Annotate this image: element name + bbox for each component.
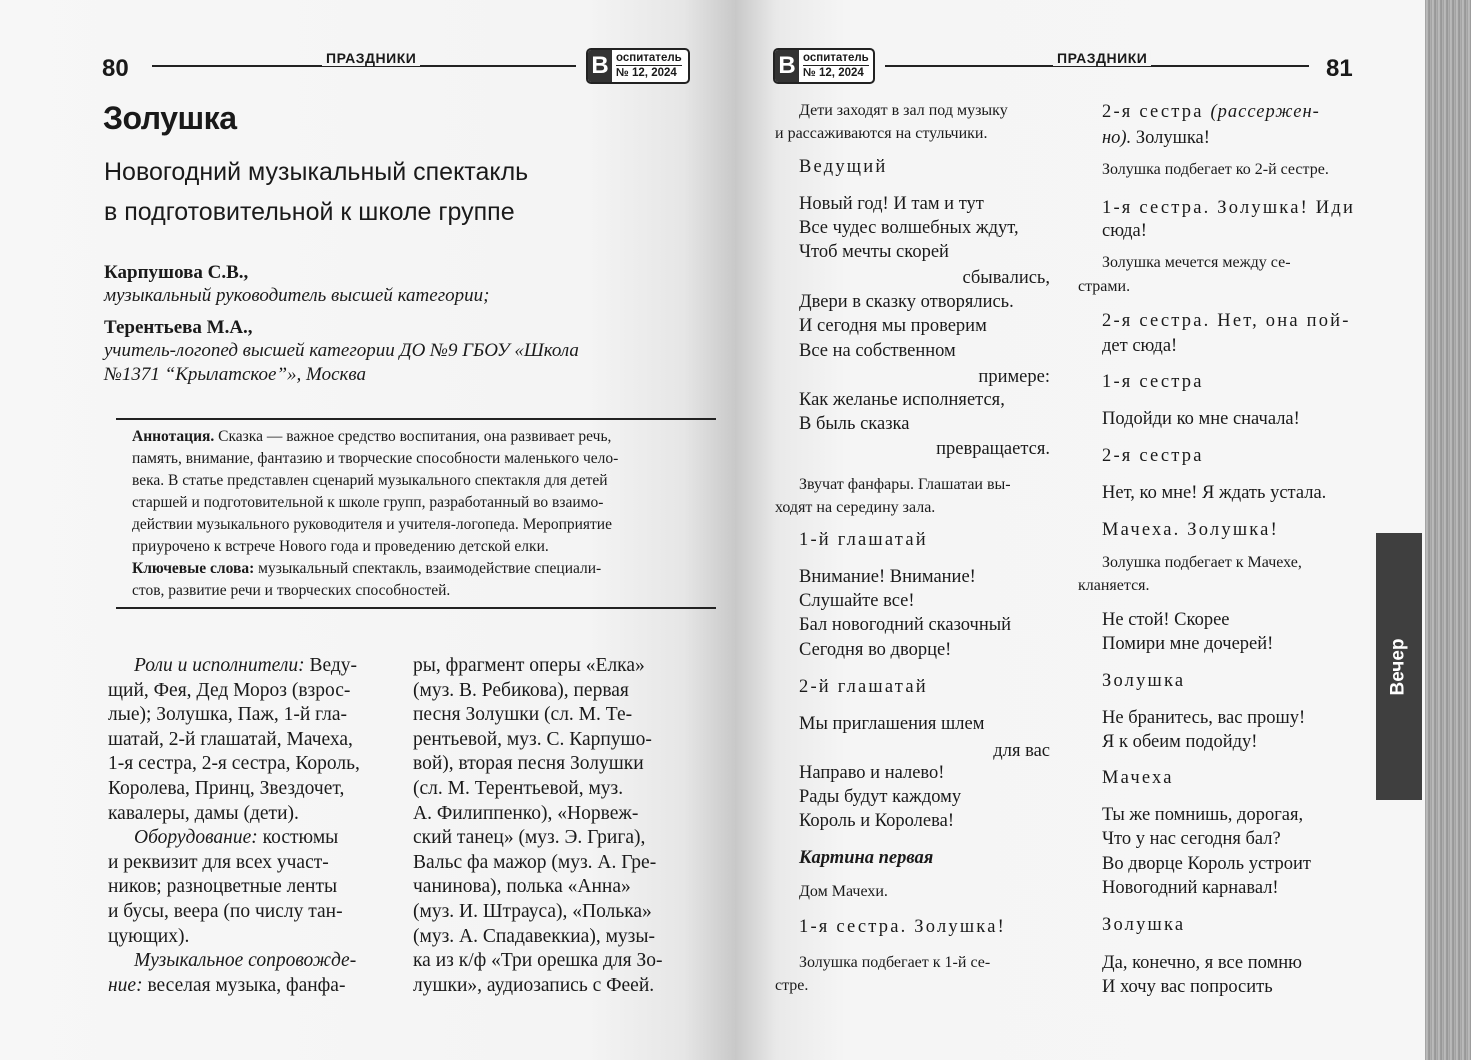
script-line: Внимание! Внимание! [799, 567, 976, 587]
annotation-rule-top [116, 418, 716, 420]
author-role: №1371 “Крылатское”», Москва [104, 364, 367, 385]
page-number-right: 81 [1326, 55, 1353, 82]
author-name: Терентьева М.А., [104, 317, 253, 338]
stage-direction: Золушка подбегает ко 2-й сестре. [1102, 161, 1329, 178]
script-line: Я к обеим подойду! [1102, 732, 1258, 752]
keywords-line: музыкальный спектакль, взаимодействие специали- [254, 560, 602, 577]
stage-direction: Дом Мачехи. [799, 883, 888, 900]
article-title: Золушка [103, 100, 237, 136]
annotation-line: действии музыкального руководителя и учителя-логопеда. Мероприятие [132, 516, 612, 533]
subtitle-line: Новогодний музыкальный спектакль [104, 158, 529, 186]
body-column-1: Роли и исполнители: Веду- щий, Фея, Дед Мороз (взрос- лые); Золушка, Паж, 1-й гла- шатай, 2-й глашатай, Мачеха, 1-я сестра, 2-я сестра, Король, Королева, Принц, Звездочет, кавалеры, дамы (дети). Оборудование: костюмы и реквизит для всех участ- ников; разноцветные ленты и бусы, веера (по числу тан- цующих). Музыкальное сопровожде- ние: веселая музыка, фанфа- [108, 654, 390, 998]
speaker-line: Золушка [1102, 671, 1186, 691]
keywords-label: Ключевые слова: [132, 560, 255, 577]
section-tab-label: Вечер [1388, 637, 1409, 696]
annotation-line: память, внимание, фантазию и творческие способности маленького чело- [132, 450, 619, 467]
stage-direction: Дети заходят в зал под музыку [799, 102, 1008, 119]
script-line: Не стой! Скорее [1102, 610, 1230, 630]
body-line: рентьевой, муз. С. Карпушо- [413, 728, 652, 750]
script-line: Не бранитесь, вас прошу! [1102, 708, 1306, 728]
page-edges [1425, 0, 1471, 1060]
body-line: и реквизит для всех участ- [108, 851, 329, 873]
speaker-line: 2-я сестра [1102, 446, 1204, 466]
script-line: Да, конечно, я все помню [1102, 953, 1302, 973]
music-label: Музыкальное сопровожде- [134, 950, 357, 972]
author-block-1 [104, 262, 489, 308]
speaker-line: 1-я сестра [1102, 372, 1204, 392]
script-line: сюда! [1102, 221, 1147, 241]
script-line: Подойди ко мне сначала! [1102, 409, 1300, 429]
speaker-line: Мачеха [1102, 768, 1174, 788]
stage-direction: Золушка подбегает к 1-й се- [799, 954, 991, 971]
script-line: Помири мне дочерей! [1102, 634, 1274, 654]
stage-direction: кланяется. [1078, 577, 1150, 594]
body-line: песня Золушки (сл. М. Те- [413, 704, 633, 726]
script-line: Сегодня во дворце! [799, 640, 952, 660]
speaker-line: Мачеха. Золушка! [1102, 520, 1279, 540]
speaker-line: 1-я сестра. Золушка! [799, 917, 1006, 937]
script-line: для вас [993, 741, 1050, 761]
body-line: цующих). [108, 925, 190, 947]
speaker-line: 2-я сестра. Нет, она пой- [1102, 311, 1351, 331]
author-role: учитель-логопед высшей категории ДО №9 ГБОУ «Школа [104, 340, 579, 361]
body-line: 1-я сестра, 2-я сестра, Король, [108, 753, 360, 775]
speaker-line: 2-я сестра (рассержен- [1102, 102, 1320, 122]
body-line: ский танец» (муз. Э. Грига), [413, 827, 646, 849]
body-line: щий, Фея, Дед Мороз (взрос- [108, 679, 351, 701]
author-name: Карпушова С.В., [104, 262, 249, 283]
script-line: Рады будут каждому [799, 787, 962, 807]
annotation-line: века. В статье представлен сценарий музыкального спектакля для детей [132, 472, 608, 489]
script-line: Двери в сказку отворялись. [799, 292, 1014, 312]
script-line: Мы приглашения шлем [799, 714, 985, 734]
script-line: В быль сказка [799, 414, 910, 434]
stage-direction: Золушка подбегает к Мачехе, [1102, 554, 1302, 571]
body-line: лушки», аудиозапись с Феей. [413, 974, 655, 996]
body-line: (муз. А. Спадавеккиа), музы- [413, 925, 655, 947]
body-line: ников; разноцветные ленты [108, 876, 338, 898]
annotation-label: Аннотация. [132, 428, 215, 445]
logo-letter: В [775, 50, 799, 82]
body-line: (сл. М. Терентьевой, муз. [413, 777, 624, 799]
script-line: Новый год! И там и тут [799, 194, 984, 214]
script-line: дет сюда! [1102, 336, 1178, 356]
body-line: кавалеры, дамы (дети). [108, 802, 299, 824]
logo-text: оспитатель [803, 52, 869, 64]
body-line: Королева, Принц, Звездочет, [108, 777, 345, 799]
script-line: Все чудес волшебных ждут, [799, 218, 1019, 238]
speaker-line: Золушка [1102, 915, 1186, 935]
script-line: И сегодня мы проверим [799, 316, 987, 336]
stage-direction: и рассаживаются на стульчики. [775, 125, 988, 142]
script-line: Нет, ко мне! Я ждать устала. [1102, 483, 1327, 503]
subtitle-line: в подготовительной к школе группе [104, 198, 515, 226]
stage-direction: страми. [1078, 278, 1131, 295]
body-line: шатай, 2-й глашатай, Мачеха, [108, 728, 353, 750]
author-block-2 [104, 317, 579, 387]
script-line: И хочу вас попросить [1102, 977, 1273, 997]
speaker-line: Ведущий [799, 157, 888, 177]
body-line: (муз. В. Ребикова), первая [413, 679, 629, 701]
body-line: чанинова), полька «Анна» [413, 876, 631, 898]
scene-heading: Картина первая [799, 848, 934, 868]
annotation-line: старшей и подготовительной к школе групп, разработанный во взаимо- [132, 494, 604, 511]
script-line: Слушайте все! [799, 591, 915, 611]
annotation-line: приурочено к встрече Нового года и проведению детской елки. [132, 538, 549, 555]
body-line: ка из к/ф «Три орешка для Зо- [413, 950, 663, 972]
script-column-2 [735, 0, 1425, 1060]
logo-issue: № 12, 2024 [616, 65, 682, 80]
body-line: ры, фрагмент оперы «Елка» [413, 655, 645, 676]
annotation-line: Сказка — важное средство воспитания, она развивает речь, [214, 428, 612, 445]
speaker-line: 1-й глашатай [799, 530, 928, 550]
section-label-left: ПРАЗДНИКИ [322, 50, 420, 66]
speaker-line: 1-я сестра. Золушка! Иди [1102, 198, 1356, 218]
script-line: Во дворце Король устроит [1102, 854, 1311, 874]
keywords-line: стов, развитие речи и творческих способностей. [132, 582, 451, 599]
script-line: Чтоб мечты скорей [799, 242, 949, 262]
logo-letter: В [588, 50, 612, 82]
script-line: Новогодний карнавал! [1102, 878, 1279, 898]
script-line: превращается. [936, 439, 1050, 459]
logo-text: оспитатель [616, 52, 682, 64]
left-page [0, 0, 735, 1060]
script-line: Все на собственном [799, 341, 956, 361]
body-line: вой), вторая песня Золушки [413, 753, 644, 775]
speaker-line: 2-й глашатай [799, 677, 928, 697]
section-label-right: ПРАЗДНИКИ [1053, 50, 1151, 66]
script-line: Направо и налево! [799, 763, 945, 783]
annotation-rule-bottom [116, 607, 716, 609]
script-line: Что у нас сегодня бал? [1102, 829, 1281, 849]
body-column-2 [413, 654, 685, 998]
magazine-logo-left [586, 48, 690, 84]
equipment-label: Оборудование: [134, 827, 258, 849]
stage-direction: ходят на середину зала. [775, 499, 936, 516]
script-line: но). Золушка! [1102, 128, 1210, 148]
annotation-block [132, 426, 685, 602]
right-page [735, 0, 1425, 1060]
body-line: Вальс фа мажор (муз. А. Гре- [413, 851, 657, 873]
script-line: Как желанье исполняется, [799, 390, 1005, 410]
stage-direction: Золушка мечется между се- [1102, 254, 1291, 271]
section-tab [1376, 533, 1422, 800]
logo-issue: № 12, 2024 [803, 65, 869, 80]
script-line: Король и Королева! [799, 811, 954, 831]
article-subtitle [104, 152, 528, 232]
stage-direction: Звучат фанфары. Глашатаи вы- [799, 476, 1011, 493]
body-line: и бусы, веера (по числу тан- [108, 900, 343, 922]
script-line: примере: [978, 367, 1050, 387]
body-line: лые); Золушка, Паж, 1-й гла- [108, 704, 348, 726]
body-line: А. Филиппенко), «Норвеж- [413, 802, 639, 824]
page-number-left: 80 [102, 55, 129, 82]
script-line: Ты же помнишь, дорогая, [1102, 805, 1304, 825]
script-line: Бал новогодний сказочный [799, 615, 1012, 635]
roles-label: Роли и исполнители: [134, 655, 305, 676]
author-role: музыкальный руководитель высшей категории; [104, 285, 490, 306]
stage-direction: стре. [775, 977, 809, 994]
script-line: сбывались, [962, 268, 1050, 288]
body-line: (муз. И. Штрауса), «Полька» [413, 900, 652, 922]
